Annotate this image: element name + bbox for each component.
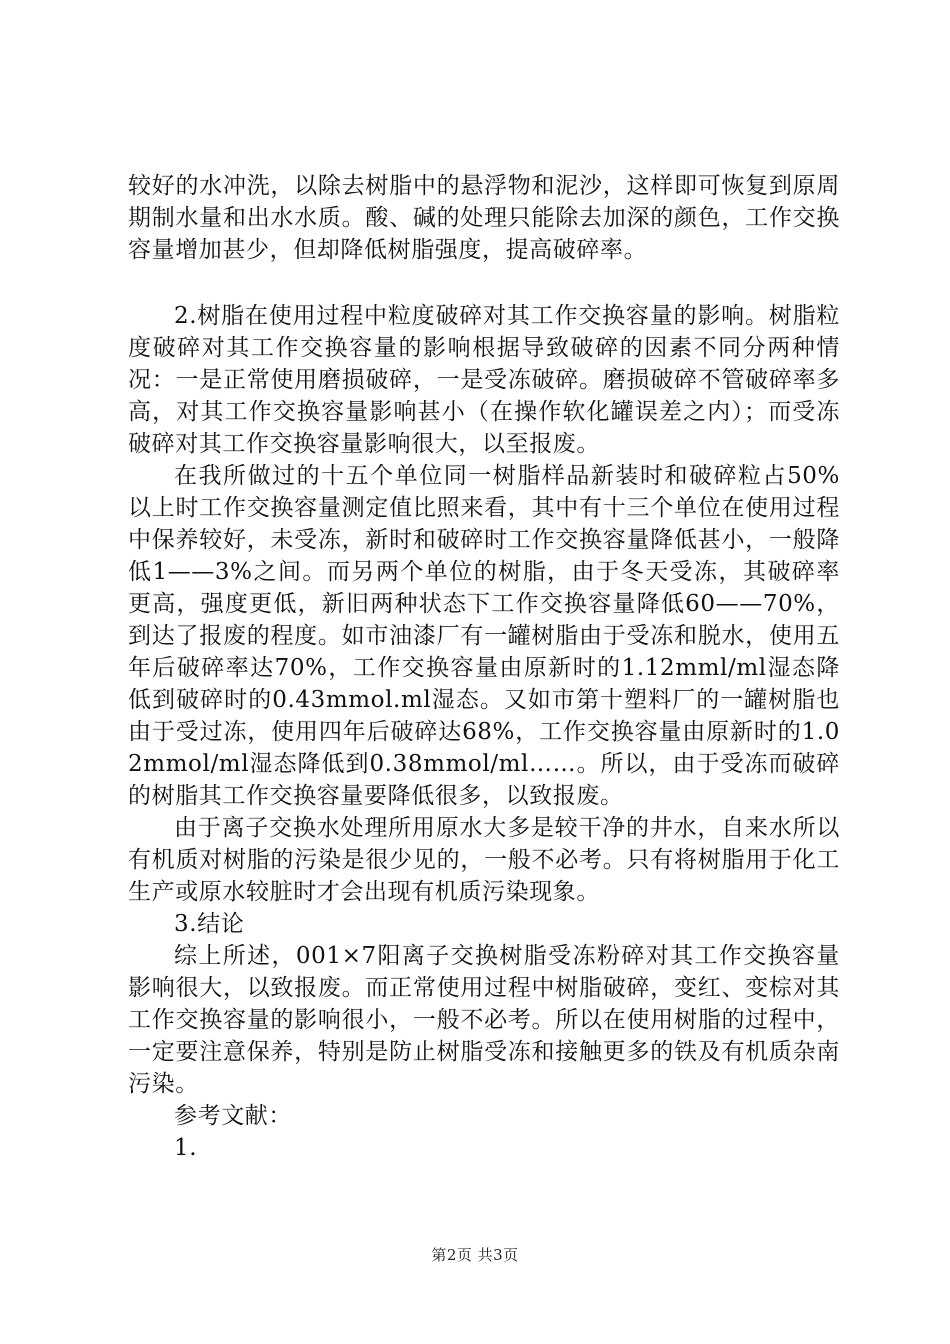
page-footer: 第2页 共3页	[431, 1246, 519, 1264]
paragraph-section-2-heading: 2.树脂在使用过程中粒度破碎对其工作交换容量的影响。树脂粒度破碎对其工作交换容量的影响根据导致破碎的因素不同分两种情况：一是正常使用磨损破碎，一是受冻破碎。磨损破碎不管破碎率多高，对其工作交换容量影响甚小（在操作软化罐误差之内）；而受冻破碎对其工作交换容量影响很大，以至报废。	[128, 303, 840, 457]
references-heading: 参考文献：	[174, 1103, 292, 1129]
paragraph-organic-contamination: 由于离子交换水处理所用原水大多是较干净的井水，自来水所以有机质对树脂的污染是很少见的，一般不必考。只有将树脂用于化工生产或原水较脏时才会出现有机质污染现象。	[128, 815, 840, 905]
paragraph-water-rinse: 较好的水冲洗，以除去树脂中的悬浮物和泥沙，这样即可恢复到原周期制水量和出水水质。酸、碱的处理只能除去加深的颜色，工作交换容量增加甚少，但却降低树脂强度，提高破碎率。	[128, 173, 840, 263]
reference-item: 1.	[174, 1135, 198, 1161]
document-body	[128, 170, 840, 1164]
paragraph-conclusion: 综上所述，001×7阳离子交换树脂受冻粉碎对其工作交换容量影响很大，以致报废。而正常使用过程中树脂破碎，变红、变棕对其工作交换容量的影响很小，一般不必考。所以在使用树脂的过程中，一定要注意保养，特别是防止树脂受冻和接触更多的铁及有机质杂南污染。	[128, 943, 840, 1097]
section-3-heading: 3.结论	[174, 911, 245, 937]
paragraph-experiment-results: 在我所做过的十五个单位同一树脂样品新装时和破碎粒占50%以上时工作交换容量测定值比照来看，其中有十三个单位在使用过程中保养较好，未受冻，新时和破碎时工作交换容量降低甚小，一般降低1——3%之间。而另两个单位的树脂，由于冬天受冻，其破碎率更高，强度更低，新旧两种状态下工作交换容量降低60——70%，到达了报废的程度。如市油漆厂有一罐树脂由于受冻和脱水，使用五年后破碎率达70%，工作交换容量由原新时的1.12mml/ml湿态降低到破碎时的0.43mmol.ml湿态。又如市第十塑料厂的一罐树脂也由于受过冻，使用四年后破碎达68%，工作交换容量由原新时的1.02mmol/ml湿态降低到0.38mmol/ml……。所以，由于受冻而破碎的树脂其工作交换容量要降低很多，以致报废。	[128, 463, 840, 809]
